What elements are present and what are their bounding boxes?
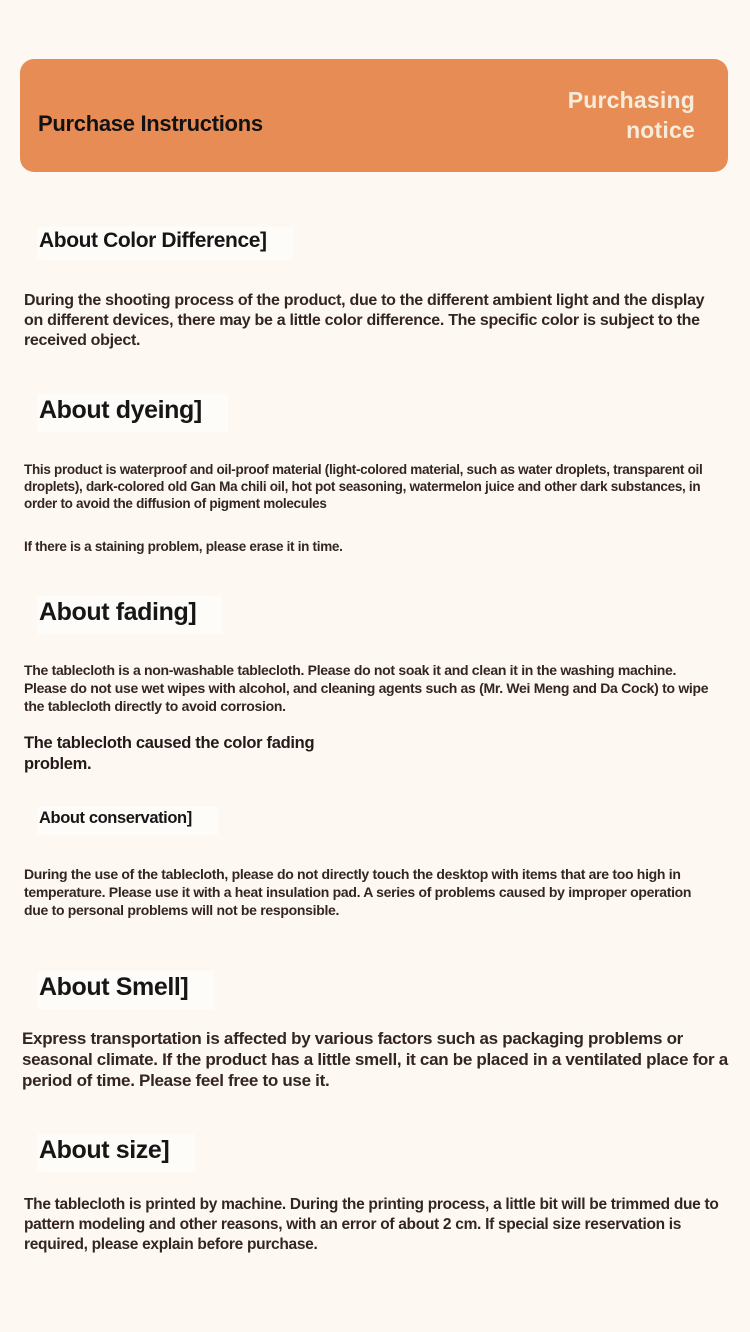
section-heading-smell [37, 971, 750, 1009]
section-body-dyeing: This product is waterproof and oil-proof material (light-colored material, such as water droplets, transparent oil droplets), dark-colored old Gan Ma chili oil, hot pot seasoning, watermelon juice and other dark substances, in order to avoid the diffusion of pigment molecules [24, 462, 703, 511]
section-heading-conservation [37, 807, 750, 835]
section-body-color-difference: During the shooting process of the product, due to the different ambient light and the display on different devices, there may be a little color difference. The specific color is subject to the received object. [24, 292, 705, 349]
section-heading-fading-text: About fading] [37, 596, 222, 634]
section-note-staining: If there is a staining problem, please erase it in time. [24, 539, 343, 554]
section-callout-fading: The tablecloth caused the color fading problem. [24, 734, 315, 773]
section-heading-dyeing-text: About dyeing] [37, 394, 228, 432]
banner-subtitle-line1: Purchasing [567, 86, 695, 113]
section-heading-dyeing [37, 394, 750, 432]
section-heading-color-difference-text: About Color Difference] [37, 227, 293, 260]
section-heading-size [37, 1134, 750, 1172]
section-heading-size-text: About size] [37, 1134, 195, 1172]
section-heading-smell-text: About Smell] [37, 971, 214, 1009]
section-heading-conservation-text: About conservation] [37, 807, 218, 835]
section-body-size: The tablecloth is printed by machine. During the printing process, a little bit will be trimmed due to pattern modeling and other reasons, with an error of about 2 cm. If special size reservation is required, please explain before purchase. [24, 1196, 719, 1253]
banner-subtitle [568, 85, 695, 145]
purchase-instructions-page [0, 59, 750, 1332]
banner-subtitle-line2: notice [626, 116, 695, 143]
header-banner [20, 59, 728, 172]
section-body-smell: Express transportation is affected by various factors such as packaging problems or seasonal climate. If the product has a little smell, it can be placed in a ventilated place for a period of time. Please feel free to use it. [22, 1029, 728, 1090]
section-heading-color-difference [37, 227, 750, 260]
section-body-conservation: During the use of the tablecloth, please do not directly touch the desktop with items that are too high in temperature. Please use it with a heat insulation pad. A series of problems caused by improper operation due to personal problems will not be responsible. [24, 866, 692, 918]
section-heading-fading [37, 596, 750, 634]
page-title: Purchase Instructions [38, 110, 263, 136]
section-body-fading: The tablecloth is a non-washable tablecloth. Please do not soak it and clean it in the washing machine. Please do not use wet wipes with alcohol, and cleaning agents such as (Mr. Wei Meng and Da Cock) to wipe the tablecloth directly to avoid corrosion. [24, 662, 709, 714]
